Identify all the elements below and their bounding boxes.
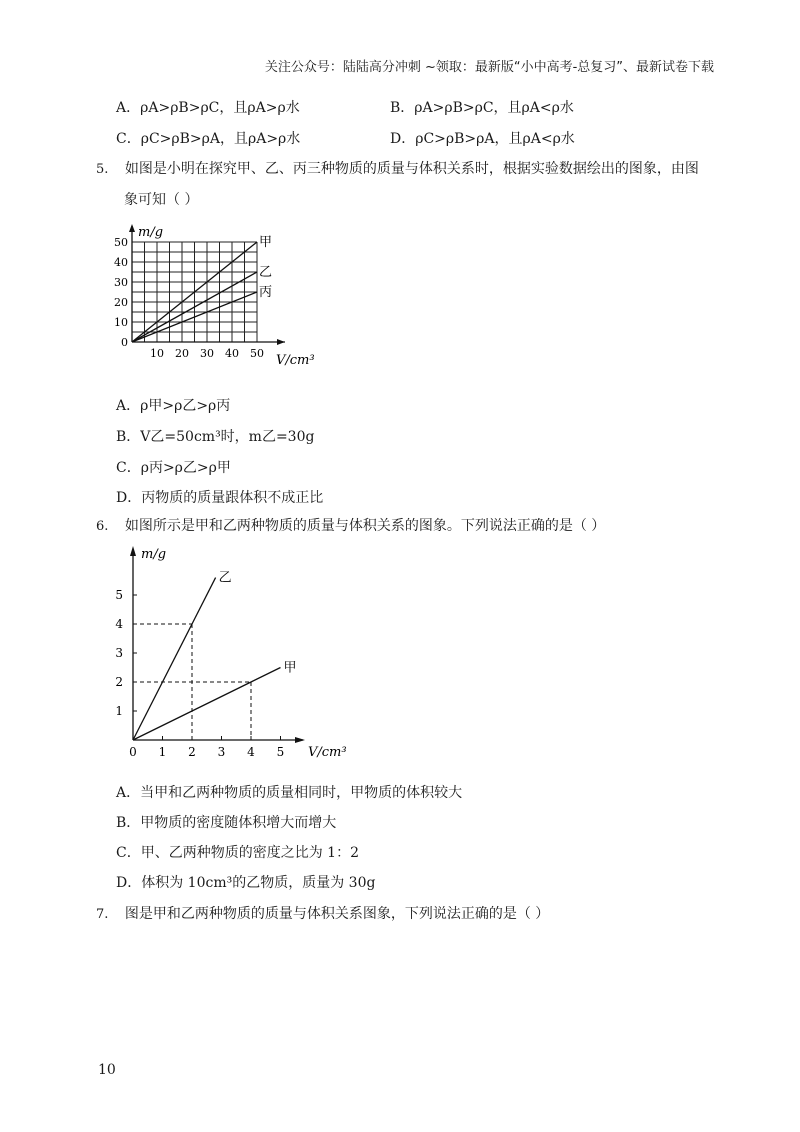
series-label: 甲 <box>283 660 297 676</box>
q5-stem-line1 <box>96 159 699 180</box>
y-tick-label: 40 <box>114 256 128 269</box>
q6-option-b <box>116 813 336 833</box>
question-text: 如图所示是甲和乙两种物质的质量与体积关系的图象。下列说法正确的是（ ） <box>124 518 606 534</box>
option-text: ρ丙>ρ乙>ρ甲 <box>140 460 231 476</box>
y-tick-label: 3 <box>115 646 123 660</box>
series-label: 甲 <box>259 235 273 250</box>
q6-option-d <box>116 873 375 893</box>
header-notice: 关注公众号：陆陆高分冲刺 ~领取：最新版“小中高考-总复习”、最新试卷下载 <box>264 60 714 75</box>
question-text: 图是甲和乙两种物质的质量与体积关系图象，下列说法正确的是（ ） <box>124 906 550 922</box>
x-axis-arrow <box>277 339 285 345</box>
q5-option-d <box>116 488 323 508</box>
question-text: 如图是小明在探究甲、乙、丙三种物质的质量与体积关系时，根据实验数据绘出的图象，由图 <box>124 161 699 177</box>
x-tick-label: 10 <box>150 347 164 360</box>
option-label: C． <box>116 131 141 147</box>
option-label: A． <box>116 100 141 116</box>
option-label: C． <box>116 460 141 476</box>
series-line <box>133 578 216 740</box>
option-label: A． <box>116 785 141 801</box>
option-label: D． <box>116 490 142 506</box>
q5-option-a <box>116 396 230 416</box>
q7-stem <box>96 904 549 925</box>
option-label: B． <box>116 429 141 445</box>
series-label: 丙 <box>259 285 273 300</box>
x-tick-label: 30 <box>200 347 214 360</box>
question-number: 7. <box>96 907 109 922</box>
option-label: D． <box>390 131 416 147</box>
x-tick-label: 3 <box>217 745 226 759</box>
x-axis-label: V/cm³ <box>308 745 347 760</box>
option-label: A． <box>116 398 141 414</box>
x-tick-label: 4 <box>247 745 255 759</box>
q5-stem-line2: 象可知（ ） <box>124 192 199 208</box>
q4-option-b <box>390 98 574 118</box>
x-axis-arrow <box>295 737 305 743</box>
option-text: 体积为 10cm³的乙物质，质量为 30g <box>141 875 376 891</box>
y-tick-label: 20 <box>114 296 128 309</box>
option-label: D． <box>116 875 142 891</box>
x-tick-label: 50 <box>250 347 264 360</box>
y-tick-label: 2 <box>115 675 123 689</box>
y-tick-label: 4 <box>115 617 123 631</box>
option-text: 甲、乙两种物质的密度之比为 1：2 <box>140 845 359 861</box>
series-label: 乙 <box>218 570 232 586</box>
option-text: 甲物质的密度随体积增大而增大 <box>140 815 337 831</box>
series-lines <box>133 578 281 740</box>
option-text: ρ甲>ρ乙>ρ丙 <box>140 398 231 414</box>
series-line <box>133 668 281 741</box>
q5-chart <box>110 222 330 374</box>
y-axis-label: m/g <box>141 547 167 562</box>
y-axis-arrow <box>129 224 135 232</box>
q5-option-b <box>116 427 314 447</box>
y-tick-label: 0 <box>121 336 128 349</box>
y-tick-label: 30 <box>114 276 128 289</box>
q6-option-a <box>116 783 462 803</box>
question-number: 5. <box>96 162 109 177</box>
reference-lines <box>133 624 251 740</box>
q6-stem <box>96 516 605 537</box>
option-label: B． <box>116 815 141 831</box>
q4-option-a <box>116 98 300 118</box>
q5-option-c <box>116 458 231 478</box>
option-text: ρC>ρB>ρA，且ρA<ρ水 <box>415 131 575 147</box>
x-tick-label: 1 <box>158 745 167 759</box>
x-tick-label: 0 <box>129 745 137 759</box>
option-text: ρC>ρB>ρA，且ρA>ρ水 <box>140 131 301 147</box>
q6-chart <box>100 540 360 765</box>
x-tick-label: 20 <box>175 347 189 360</box>
y-tick-label: 1 <box>115 704 123 718</box>
q4-option-d <box>390 129 575 149</box>
y-tick-label: 5 <box>115 588 123 602</box>
option-text: V乙=50cm³时，m乙=30g <box>140 429 315 445</box>
series-label: 乙 <box>259 265 273 280</box>
x-axis-label: V/cm³ <box>276 353 315 368</box>
tick-labels <box>115 547 346 760</box>
option-text: ρA>ρB>ρC，且ρA<ρ水 <box>414 100 574 116</box>
y-tick-label: 50 <box>114 236 128 249</box>
y-tick-label: 10 <box>114 316 128 329</box>
option-label: C． <box>116 845 141 861</box>
question-number: 6. <box>96 519 109 534</box>
page-number: 10 <box>98 1062 116 1078</box>
q6-option-c <box>116 843 359 863</box>
x-tick-label: 40 <box>225 347 239 360</box>
option-text: 丙物质的质量跟体积不成正比 <box>141 490 324 506</box>
option-text: ρA>ρB>ρC，且ρA>ρ水 <box>140 100 300 116</box>
option-label: B． <box>390 100 415 116</box>
axes <box>130 546 305 743</box>
y-axis-arrow <box>130 546 136 556</box>
q4-option-c <box>116 129 300 149</box>
y-axis-label: m/g <box>138 225 164 240</box>
x-tick-label: 2 <box>188 745 196 759</box>
x-tick-label: 5 <box>276 745 285 759</box>
option-text: 当甲和乙两种物质的质量相同时，甲物质的体积较大 <box>140 785 463 801</box>
